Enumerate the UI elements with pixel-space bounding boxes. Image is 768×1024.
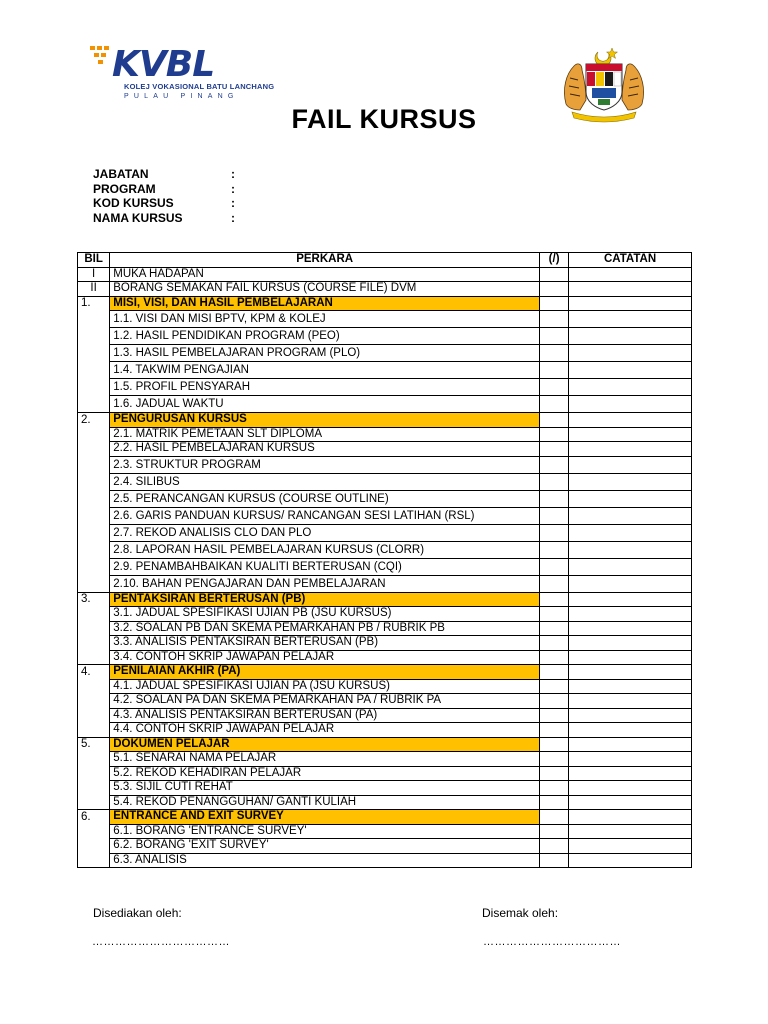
table-row xyxy=(78,824,692,839)
catatan-cell[interactable] xyxy=(569,665,692,680)
checklist-item: 2.2. HASIL PEMBELAJARAN KURSUS xyxy=(110,442,540,457)
tick-cell[interactable] xyxy=(540,442,569,457)
row-bil xyxy=(78,621,110,636)
table-row xyxy=(78,795,692,810)
checklist-item: 1.5. PROFIL PENSYARAH xyxy=(110,379,540,396)
tick-cell[interactable] xyxy=(540,267,569,282)
catatan-cell[interactable] xyxy=(569,456,692,473)
field-colon: : xyxy=(231,167,235,181)
row-bil: 5. xyxy=(78,737,110,752)
catatan-cell[interactable] xyxy=(569,723,692,738)
course-info-fields xyxy=(93,167,251,225)
logo-college-name: KOLEJ VOKASIONAL BATU LANCHANG xyxy=(124,82,275,91)
tick-cell[interactable] xyxy=(540,362,569,379)
checklist-item: 5.4. REKOD PENANGGUHAN/ GANTI KULIAH xyxy=(110,795,540,810)
tick-cell[interactable] xyxy=(540,541,569,558)
catatan-cell[interactable] xyxy=(569,708,692,723)
catatan-cell[interactable] xyxy=(569,636,692,651)
catatan-cell[interactable] xyxy=(569,810,692,825)
checklist-item: 3.3. ANALISIS PENTAKSIRAN BERTERUSAN (PB) xyxy=(110,636,540,651)
row-bil xyxy=(78,362,110,379)
catatan-cell[interactable] xyxy=(569,345,692,362)
table-row xyxy=(78,282,692,297)
checklist-item: 5.1. SENARAI NAMA PELAJAR xyxy=(110,752,540,767)
row-bil xyxy=(78,607,110,622)
row-bil xyxy=(78,396,110,413)
tick-cell[interactable] xyxy=(540,853,569,868)
table-row xyxy=(78,621,692,636)
catatan-cell[interactable] xyxy=(569,607,692,622)
catatan-cell[interactable] xyxy=(569,737,692,752)
catatan-cell[interactable] xyxy=(569,396,692,413)
table-row xyxy=(78,781,692,796)
table-row xyxy=(78,694,692,709)
checklist-item: BORANG SEMAKAN FAIL KURSUS (COURSE FILE) DVM xyxy=(110,282,540,297)
table-header-row xyxy=(78,253,692,268)
catatan-cell[interactable] xyxy=(569,766,692,781)
catatan-cell[interactable] xyxy=(569,752,692,767)
table-row xyxy=(78,558,692,575)
row-bil xyxy=(78,558,110,575)
tick-cell[interactable] xyxy=(540,575,569,592)
table-row xyxy=(78,752,692,767)
prepared-by-label: Disediakan oleh: xyxy=(93,906,182,920)
table-row xyxy=(78,839,692,854)
row-bil xyxy=(78,795,110,810)
checklist-item: 1.6. JADUAL WAKTU xyxy=(110,396,540,413)
field-label: NAMA KURSUS xyxy=(93,210,183,225)
table-row xyxy=(78,427,692,442)
kvbl-logo-icon xyxy=(90,42,250,82)
tick-cell[interactable] xyxy=(540,737,569,752)
checklist-item: 4.3. ANALISIS PENTAKSIRAN BERTERUSAN (PA) xyxy=(110,708,540,723)
row-bil xyxy=(78,650,110,665)
checklist-item: 2.5. PERANCANGAN KURSUS (COURSE OUTLINE) xyxy=(110,490,540,507)
row-bil xyxy=(78,490,110,507)
table-row xyxy=(78,345,692,362)
catatan-cell[interactable] xyxy=(569,427,692,442)
checklist-item: 4.1. JADUAL SPESIFIKASI UJIAN PA (JSU KURSUS) xyxy=(110,679,540,694)
table-row xyxy=(78,723,692,738)
catatan-cell[interactable] xyxy=(569,592,692,607)
tick-cell[interactable] xyxy=(540,621,569,636)
tick-cell[interactable] xyxy=(540,665,569,680)
catatan-cell[interactable] xyxy=(569,575,692,592)
table-row xyxy=(78,636,692,651)
row-bil: I xyxy=(78,267,110,282)
table-row xyxy=(78,267,692,282)
row-bil xyxy=(78,456,110,473)
checklist-item: 2.8. LAPORAN HASIL PEMBELAJARAN KURSUS (CLORR) xyxy=(110,541,540,558)
section-heading: PENTAKSIRAN BERTERUSAN (PB) xyxy=(110,592,540,607)
checklist-item: MUKA HADAPAN xyxy=(110,267,540,282)
checklist-item: 1.4. TAKWIM PENGAJIAN xyxy=(110,362,540,379)
field-program xyxy=(93,182,251,197)
table-row xyxy=(78,650,692,665)
row-bil xyxy=(78,473,110,490)
row-bil xyxy=(78,507,110,524)
checklist-item: 2.7. REKOD ANALISIS CLO DAN PLO xyxy=(110,524,540,541)
section-heading: PENILAIAN AKHIR (PA) xyxy=(110,665,540,680)
page-title: FAIL KURSUS xyxy=(291,104,477,134)
tick-cell[interactable] xyxy=(540,328,569,345)
catatan-cell[interactable] xyxy=(569,839,692,854)
tick-cell[interactable] xyxy=(540,781,569,796)
catatan-cell[interactable] xyxy=(569,694,692,709)
row-bil xyxy=(78,853,110,868)
catatan-cell[interactable] xyxy=(569,413,692,428)
row-bil xyxy=(78,752,110,767)
tick-cell[interactable] xyxy=(540,708,569,723)
row-bil xyxy=(78,766,110,781)
tick-cell[interactable] xyxy=(540,679,569,694)
row-bil xyxy=(78,379,110,396)
tick-cell[interactable] xyxy=(540,311,569,328)
checklist-item: 6.3. ANALISIS xyxy=(110,853,540,868)
row-bil xyxy=(78,824,110,839)
header-tick: (/) xyxy=(540,253,569,268)
row-bil: 1. xyxy=(78,296,110,311)
catatan-cell[interactable] xyxy=(569,311,692,328)
checklist-item: 6.2. BORANG 'EXIT SURVEY' xyxy=(110,839,540,854)
table-row xyxy=(78,853,692,868)
row-bil xyxy=(78,575,110,592)
checklist-item: 3.2. SOALAN PB DAN SKEMA PEMARKAHAN PB / RUBRIK PB xyxy=(110,621,540,636)
catatan-cell[interactable] xyxy=(569,379,692,396)
checklist-item: 2.10. BAHAN PENGAJARAN DAN PEMBELAJARAN xyxy=(110,575,540,592)
checklist-item: 2.1. MATRIK PEMETAAN SLT DIPLOMA xyxy=(110,427,540,442)
section-heading: ENTRANCE AND EXIT SURVEY xyxy=(110,810,540,825)
field-nama-kursus xyxy=(93,211,251,226)
table-row xyxy=(78,507,692,524)
tick-cell[interactable] xyxy=(540,456,569,473)
table-row xyxy=(78,362,692,379)
section-heading: PENGURUSAN KURSUS xyxy=(110,413,540,428)
field-kod-kursus xyxy=(93,196,251,211)
table-row xyxy=(78,456,692,473)
tick-cell[interactable] xyxy=(540,396,569,413)
logo-location: PULAU PINANG xyxy=(124,93,239,100)
checklist-item: 4.4. CONTOH SKRIP JAWAPAN PELAJAR xyxy=(110,723,540,738)
tick-cell[interactable] xyxy=(540,824,569,839)
tick-cell[interactable] xyxy=(540,427,569,442)
catatan-cell[interactable] xyxy=(569,442,692,457)
checklist-item: 1.3. HASIL PEMBELAJARAN PROGRAM (PLO) xyxy=(110,345,540,362)
tick-cell[interactable] xyxy=(540,345,569,362)
tick-cell[interactable] xyxy=(540,636,569,651)
tick-cell[interactable] xyxy=(540,752,569,767)
field-colon: : xyxy=(231,196,235,210)
row-bil xyxy=(78,723,110,738)
catatan-cell[interactable] xyxy=(569,507,692,524)
row-bil xyxy=(78,636,110,651)
checklist-item: 1.1. VISI DAN MISI BPTV, KPM & KOLEJ xyxy=(110,311,540,328)
tick-cell[interactable] xyxy=(540,490,569,507)
tick-cell[interactable] xyxy=(540,379,569,396)
tick-cell[interactable] xyxy=(540,795,569,810)
catatan-cell[interactable] xyxy=(569,679,692,694)
catatan-cell[interactable] xyxy=(569,473,692,490)
catatan-cell[interactable] xyxy=(569,524,692,541)
section-heading: DOKUMEN PELAJAR xyxy=(110,737,540,752)
table-row xyxy=(78,311,692,328)
tick-cell[interactable] xyxy=(540,413,569,428)
checklist-item: 1.2. HASIL PENDIDIKAN PROGRAM (PEO) xyxy=(110,328,540,345)
catatan-cell[interactable] xyxy=(569,328,692,345)
table-row xyxy=(78,541,692,558)
field-label: JABATAN xyxy=(93,167,149,181)
table-row xyxy=(78,810,692,825)
table-row xyxy=(78,396,692,413)
row-bil xyxy=(78,694,110,709)
catatan-cell[interactable] xyxy=(569,490,692,507)
row-bil xyxy=(78,311,110,328)
table-row xyxy=(78,737,692,752)
tick-cell[interactable] xyxy=(540,839,569,854)
tick-cell[interactable] xyxy=(540,524,569,541)
checklist-item: 5.3. SIJIL CUTI REHAT xyxy=(110,781,540,796)
section-heading: MISI, VISI, DAN HASIL PEMBELAJARAN xyxy=(110,296,540,311)
row-bil: 4. xyxy=(78,665,110,680)
checklist-item: 4.2. SOALAN PA DAN SKEMA PEMARKAHAN PA / RUBRIK PA xyxy=(110,694,540,709)
field-colon: : xyxy=(231,210,235,225)
row-bil xyxy=(78,708,110,723)
kvbl-logo xyxy=(90,42,275,104)
table-row xyxy=(78,490,692,507)
table-body xyxy=(78,267,692,868)
field-colon: : xyxy=(231,181,235,196)
checked-by-signature-line[interactable]: ……………………………… xyxy=(483,936,621,948)
table-row xyxy=(78,592,692,607)
table-row xyxy=(78,328,692,345)
row-bil xyxy=(78,345,110,362)
table-row xyxy=(78,296,692,311)
table-row xyxy=(78,524,692,541)
table-row xyxy=(78,766,692,781)
tick-cell[interactable] xyxy=(540,650,569,665)
table-row xyxy=(78,607,692,622)
checklist-item: 2.9. PENAMBAHBAIKAN KUALITI BERTERUSAN (CQI) xyxy=(110,558,540,575)
checklist-item: 5.2. REKOD KEHADIRAN PELAJAR xyxy=(110,766,540,781)
row-bil xyxy=(78,781,110,796)
tick-cell[interactable] xyxy=(540,694,569,709)
catatan-cell[interactable] xyxy=(569,824,692,839)
row-bil: 6. xyxy=(78,810,110,825)
catatan-cell[interactable] xyxy=(569,362,692,379)
logo-brand-text: KVBL xyxy=(112,44,215,82)
table-row xyxy=(78,708,692,723)
checklist-item: 2.3. STRUKTUR PROGRAM xyxy=(110,456,540,473)
catatan-cell[interactable] xyxy=(569,296,692,311)
table-row xyxy=(78,575,692,592)
table-row xyxy=(78,473,692,490)
catatan-cell[interactable] xyxy=(569,558,692,575)
row-bil: 2. xyxy=(78,413,110,428)
checklist-item: 6.1. BORANG 'ENTRANCE SURVEY' xyxy=(110,824,540,839)
row-bil: 3. xyxy=(78,592,110,607)
tick-cell[interactable] xyxy=(540,296,569,311)
course-file-checklist-table xyxy=(77,252,692,868)
table-row xyxy=(78,379,692,396)
row-bil xyxy=(78,679,110,694)
tick-cell[interactable] xyxy=(540,810,569,825)
catatan-cell[interactable] xyxy=(569,267,692,282)
row-bil xyxy=(78,839,110,854)
catatan-cell[interactable] xyxy=(569,541,692,558)
field-label: PROGRAM xyxy=(93,181,156,196)
catatan-cell[interactable] xyxy=(569,621,692,636)
table-row xyxy=(78,679,692,694)
catatan-cell[interactable] xyxy=(569,795,692,810)
tick-cell[interactable] xyxy=(540,766,569,781)
tick-cell[interactable] xyxy=(540,558,569,575)
checklist-item: 3.1. JADUAL SPESIFIKASI UJIAN PB (JSU KURSUS) xyxy=(110,607,540,622)
table-row xyxy=(78,413,692,428)
row-bil xyxy=(78,427,110,442)
tick-cell[interactable] xyxy=(540,607,569,622)
table-row xyxy=(78,665,692,680)
row-bil xyxy=(78,328,110,345)
tick-cell[interactable] xyxy=(540,473,569,490)
checked-by-label: Disemak oleh: xyxy=(482,906,559,920)
catatan-cell[interactable] xyxy=(569,781,692,796)
table-row xyxy=(78,442,692,457)
checklist-item: 2.4. SILIBUS xyxy=(110,473,540,490)
field-jabatan xyxy=(93,167,251,182)
prepared-by-signature-line[interactable]: ……………………………… xyxy=(92,936,230,948)
header-catatan: CATATAN xyxy=(569,253,692,268)
row-bil xyxy=(78,541,110,558)
tick-cell[interactable] xyxy=(540,592,569,607)
catatan-cell[interactable] xyxy=(569,282,692,297)
tick-cell[interactable] xyxy=(540,282,569,297)
row-bil xyxy=(78,524,110,541)
tick-cell[interactable] xyxy=(540,507,569,524)
checklist-item: 2.6. GARIS PANDUAN KURSUS/ RANCANGAN SESI LATIHAN (RSL) xyxy=(110,507,540,524)
field-label: KOD KURSUS xyxy=(93,196,174,210)
tick-cell[interactable] xyxy=(540,723,569,738)
row-bil: II xyxy=(78,282,110,297)
catatan-cell[interactable] xyxy=(569,853,692,868)
header-perkara: PERKARA xyxy=(110,253,540,268)
checklist-item: 3.4. CONTOH SKRIP JAWAPAN PELAJAR xyxy=(110,650,540,665)
header-bil: BIL xyxy=(78,253,110,268)
row-bil xyxy=(78,442,110,457)
catatan-cell[interactable] xyxy=(569,650,692,665)
